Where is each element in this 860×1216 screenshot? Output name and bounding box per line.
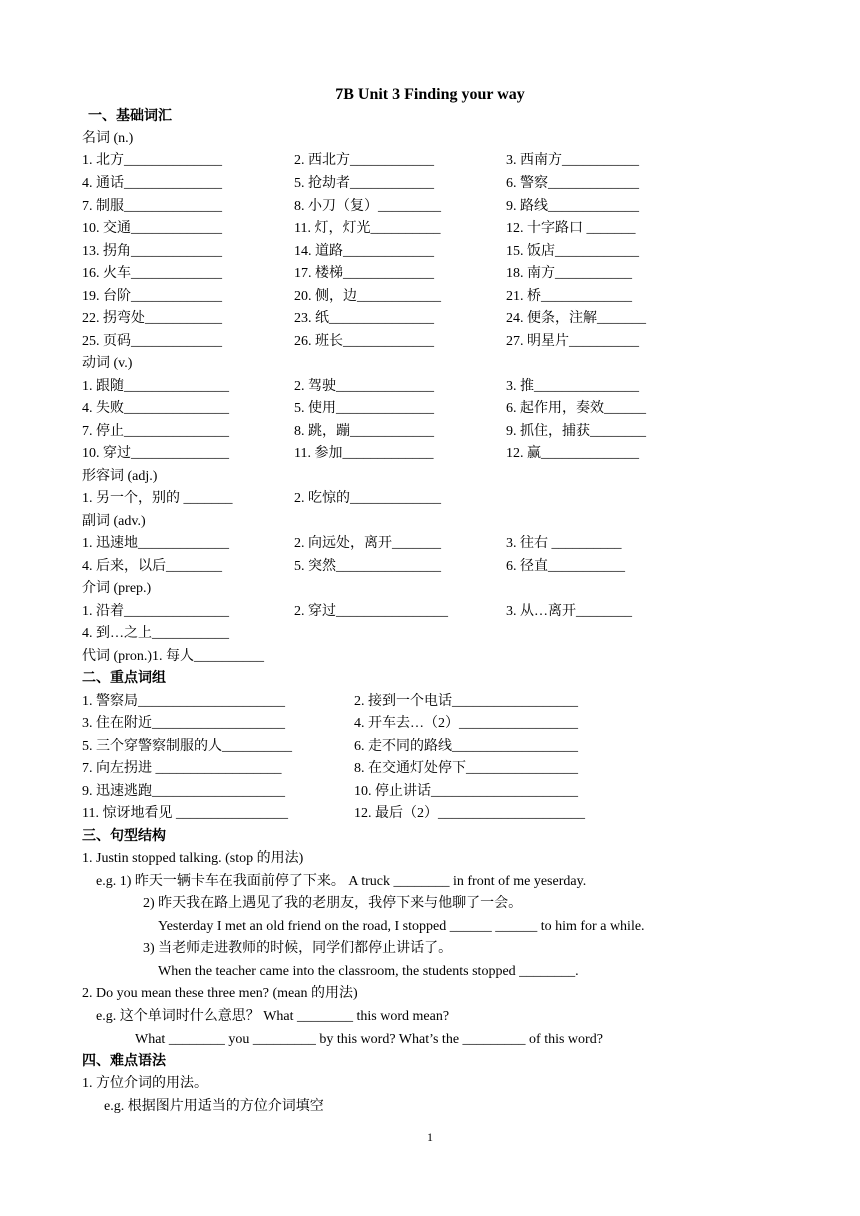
grammar-line: e.g. 根据图片用适当的方位介词填空 [104, 1099, 324, 1114]
sentence-line: 2. Do you mean these three men? (mean 的用法) [82, 986, 358, 1001]
phrase-item: 3. 住在附近___________________ [82, 716, 285, 731]
noun-item: 2. 西北方____________ [294, 153, 434, 168]
prep-label: 介词 (prep.) [82, 581, 152, 596]
verb-item: 10. 穿过______________ [82, 446, 229, 461]
adj-label: 形容词 (adj.) [82, 469, 158, 484]
noun-item: 11. 灯，灯光__________ [294, 221, 441, 236]
noun-item: 1. 北方______________ [82, 153, 222, 168]
noun-item: 10. 交通_____________ [82, 221, 222, 236]
noun-item: 5. 抢劫者____________ [294, 176, 434, 191]
prep-item: 3. 从…离开________ [506, 604, 632, 619]
noun-item: 21. 桥_____________ [506, 289, 632, 304]
noun-item: 7. 制服______________ [82, 199, 222, 214]
sentence-line: When the teacher came into the classroom, the students stopped ________. [158, 964, 579, 979]
noun-item: 23. 纸_______________ [294, 311, 434, 326]
prep-item: 4. 到…之上___________ [82, 626, 229, 641]
prep-item: 2. 穿过________________ [294, 604, 448, 619]
noun-item: 3. 西南方___________ [506, 153, 639, 168]
phrase-item: 10. 停止讲话_____________________ [354, 784, 578, 799]
sentence-line: e.g. 这个单词时什么意思？ What ________ this word mean? [96, 1009, 450, 1024]
adv-item: 3. 往右 __________ [506, 536, 622, 551]
verb-item: 7. 停止_______________ [82, 424, 229, 439]
sentence-line: 2) 昨天我在路上遇见了我的老朋友，我停下来与他聊了一会。 [143, 896, 523, 911]
section2-heading: 二、重点词组 [82, 671, 166, 686]
verb-item: 11. 参加_____________ [294, 446, 434, 461]
noun-item: 18. 南方___________ [506, 266, 632, 281]
noun-item: 27. 明星片__________ [506, 334, 639, 349]
adv-item: 1. 迅速地_____________ [82, 536, 229, 551]
noun-item: 25. 页码_____________ [82, 334, 222, 349]
sentence-line: What ________ you _________ by this word? What’s the _________ of this word? [135, 1032, 603, 1047]
sentence-line: 3) 当老师走进教师的时候，同学们都停止讲话了。 [143, 941, 453, 956]
phrase-item: 2. 接到一个电话__________________ [354, 694, 578, 709]
verb-item: 12. 赢______________ [506, 446, 639, 461]
verb-item: 8. 跳，蹦____________ [294, 424, 434, 439]
nouns-label: 名词 (n.) [82, 131, 134, 146]
pron-line: 代词 (pron.)1. 每人__________ [82, 649, 264, 664]
noun-item: 14. 道路_____________ [294, 244, 434, 259]
sentence-line: 1. Justin stopped talking. (stop 的用法) [82, 851, 304, 866]
phrase-item: 11. 惊讶地看见 ________________ [82, 806, 288, 821]
adv-label: 副词 (adv.) [82, 514, 146, 529]
verb-item: 1. 跟随_______________ [82, 379, 229, 394]
grammar-line: 1. 方位介词的用法。 [82, 1076, 208, 1091]
phrase-item: 1. 警察局_____________________ [82, 694, 285, 709]
adv-item: 2. 向远处，离开_______ [294, 536, 441, 551]
adv-item: 6. 径直___________ [506, 559, 625, 574]
verbs-label: 动词 (v.) [82, 356, 133, 371]
adj-item: 1. 另一个，别的 _______ [82, 491, 233, 506]
prep-item: 1. 沿着_______________ [82, 604, 229, 619]
verb-item: 2. 驾驶______________ [294, 379, 434, 394]
verb-item: 4. 失败_______________ [82, 401, 229, 416]
section4-heading: 四、难点语法 [82, 1054, 166, 1069]
adj-item: 2. 吃惊的_____________ [294, 491, 441, 506]
phrase-item: 4. 开车去…（2）_________________ [354, 716, 578, 731]
noun-item: 9. 路线_____________ [506, 199, 639, 214]
noun-item: 8. 小刀（复）_________ [294, 199, 441, 214]
phrase-item: 7. 向左拐进 __________________ [82, 761, 282, 776]
noun-item: 16. 火车_____________ [82, 266, 222, 281]
noun-item: 4. 通话______________ [82, 176, 222, 191]
noun-item: 19. 台阶_____________ [82, 289, 222, 304]
noun-item: 13. 拐角_____________ [82, 244, 222, 259]
verb-item: 9. 抓住，捕获________ [506, 424, 646, 439]
noun-item: 22. 拐弯处___________ [82, 311, 222, 326]
noun-item: 17. 楼梯_____________ [294, 266, 434, 281]
noun-item: 20. 侧，边____________ [294, 289, 441, 304]
verb-item: 5. 使用______________ [294, 401, 434, 416]
noun-item: 24. 便条，注解_______ [506, 311, 646, 326]
noun-item: 26. 班长_____________ [294, 334, 434, 349]
phrase-item: 5. 三个穿警察制服的人__________ [82, 739, 292, 754]
document-title: 7B Unit 3 Finding your way [335, 86, 525, 103]
sentence-line: e.g. 1) 昨天一辆卡车在我面前停了下来。 A truck ________ in front of me yeserday. [96, 874, 587, 889]
section3-heading: 三、句型结构 [82, 829, 166, 844]
phrase-item: 6. 走不同的路线__________________ [354, 739, 578, 754]
noun-item: 12. 十字路口 _______ [506, 221, 636, 236]
verb-item: 6. 起作用，奏效______ [506, 401, 646, 416]
phrase-item: 9. 迅速逃跑___________________ [82, 784, 285, 799]
verb-item: 3. 推_______________ [506, 379, 639, 394]
section1-heading: 一、基础词汇 [88, 109, 172, 124]
noun-item: 15. 饭店____________ [506, 244, 639, 259]
phrase-item: 8. 在交通灯处停下________________ [354, 761, 578, 776]
adv-item: 4. 后来，以后________ [82, 559, 222, 574]
page-number: 1 [427, 1130, 433, 1144]
phrase-item: 12. 最后（2）_____________________ [354, 806, 585, 821]
noun-item: 6. 警察_____________ [506, 176, 639, 191]
adv-item: 5. 突然_______________ [294, 559, 441, 574]
sentence-line: Yesterday I met an old friend on the road, I stopped ______ ______ to him for a while. [158, 919, 645, 934]
